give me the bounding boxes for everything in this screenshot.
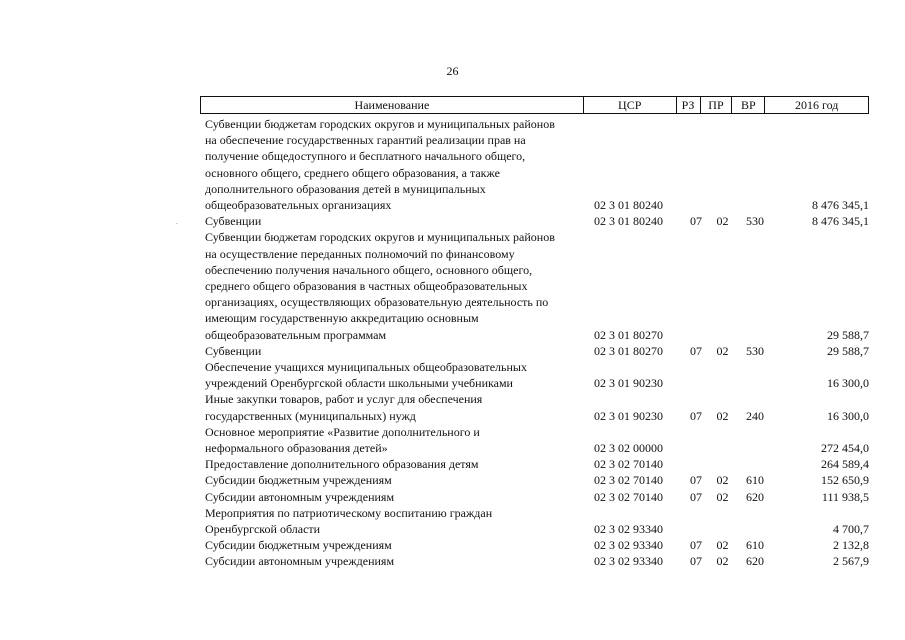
row-csr: 02 3 01 80240 [594,214,663,229]
row-name-line: основного общего, среднего общего образования, а также [205,165,500,180]
row-csr: 02 3 02 70140 [594,457,663,472]
row-amount: 272 454,0 [821,441,869,456]
row-amount: 264 589,4 [821,457,869,472]
header-pr: ПР [701,97,733,113]
table-row [205,359,869,391]
row-amount: 111 938,5 [821,489,869,504]
row-vr: 530 [746,214,764,229]
row-amount: 8 476 345,1 [812,214,869,229]
row-pr: 02 [716,408,729,423]
header-rz: РЗ [677,97,701,113]
row-rz: 07 [690,489,702,504]
row-csr: 02 3 02 93340 [594,554,663,569]
row-csr: 02 3 01 90230 [594,408,663,423]
row-vr: 610 [746,538,764,553]
table-row [205,553,869,569]
header-year: 2016 год [794,98,839,112]
row-amount: 29 588,7 [827,343,869,358]
row-name [205,553,588,569]
row-csr: 02 3 01 80240 [594,198,663,213]
row-vr: 240 [746,408,764,423]
row-csr: 02 3 02 70140 [594,473,663,488]
row-amount: 2 567,9 [833,554,869,569]
row-csr: 02 3 01 90230 [594,376,663,391]
row-name-line: общеобразовательным программам [205,327,387,342]
header-csr: ЦСР [584,97,677,113]
row-csr: 02 3 01 80270 [594,327,663,342]
row-name-line: Предоставление дополнительного образования детям [205,457,479,472]
row-rz: 07 [690,538,702,553]
row-pr: 02 [716,473,729,488]
row-name-line: государственных (муниципальных) нужд [205,408,416,423]
row-name-line: Обеспечение учащихся муниципальных общеобразовательных [205,360,527,375]
row-name-line: Субвенции бюджетам городских округов и муниципальных районов [205,230,555,245]
table-row [205,343,869,359]
row-vr: 620 [746,489,764,504]
row-csr: 02 3 02 93340 [594,522,663,537]
row-pr: 02 [716,554,729,569]
row-amount: 8 476 345,1 [812,198,869,213]
row-name-line: Субсидии бюджетным учреждениям [205,473,392,488]
row-name-line: Субвенции [205,214,262,229]
row-name-line: учреждений Оренбургской области школьными учебниками [205,376,513,391]
row-pr: 02 [716,538,729,553]
row-name-line: дополнительного образования детей в муниципальных [205,181,486,196]
table-row [205,116,869,213]
table-row [205,229,869,342]
row-pr: 02 [716,489,729,504]
row-name-line: организациях, осуществляющих образовательную деятельность по [205,295,549,310]
row-pr: 02 [716,214,729,229]
row-name [205,489,588,505]
row-csr: 02 3 02 93340 [594,538,663,553]
table-body [205,116,869,570]
table-row [205,456,869,472]
table-row [205,391,869,423]
row-name-line: Субвенции бюджетам городских округов и муниципальных районов [205,117,555,131]
row-amount: 152 650,9 [821,473,869,488]
page-number: 26 [446,64,459,78]
row-rz: 07 [690,554,702,569]
row-rz: 07 [690,214,702,229]
row-name-line: получение общедоступного и бесплатного начального общего, [205,149,526,164]
row-name [205,229,588,342]
row-name-line: на обеспечение государственных гарантий реализации прав на [205,133,526,148]
table-header [200,96,869,114]
row-name-line: Субсидии бюджетным учреждениям [205,538,392,553]
row-vr: 610 [746,473,764,488]
table-row [205,505,869,537]
table-row [205,424,869,456]
row-name-line: Субвенции [205,343,262,358]
row-vr: 530 [746,343,764,358]
row-name-line: Иные закупки товаров, работ и услуг для обеспечения [205,392,483,407]
row-name [205,343,588,359]
row-name-line: неформального образования детей» [205,441,388,456]
row-csr: 02 3 02 00000 [594,441,663,456]
row-name [205,213,588,229]
row-name [205,472,588,488]
row-name-line: Оренбургской области [205,522,321,537]
row-name-line: общеобразовательных организациях [205,198,392,213]
row-name-line: среднего общего образования в частных общеобразовательных [205,279,528,294]
row-name-line: Мероприятия по патриотическому воспитанию граждан [205,505,493,520]
stray-mark: . [176,218,178,226]
header-vr: ВР [732,97,765,113]
table-row [205,489,869,505]
row-amount: 29 588,7 [827,327,869,342]
row-rz: 07 [690,408,702,423]
table-row [205,537,869,553]
row-name-line: Основное мероприятие «Развитие дополнительного и [205,424,480,439]
row-name [205,456,588,472]
row-name [205,424,588,456]
table-row [205,213,869,229]
row-name-line: на осуществление переданных полномочий по финансовому [205,246,515,261]
row-name [205,505,588,537]
table-row [205,472,869,488]
row-vr: 620 [746,554,764,569]
row-amount: 16 300,0 [827,408,869,423]
header-name: Наименование [201,97,584,113]
row-amount: 16 300,0 [827,376,869,391]
row-name-line: Субсидии автономным учреждениям [205,489,395,504]
row-name-line: Субсидии автономным учреждениям [205,554,395,569]
row-pr: 02 [716,343,729,358]
row-amount: 4 700,7 [833,522,869,537]
row-name [205,537,588,553]
row-rz: 07 [690,343,702,358]
row-amount: 2 132,8 [833,538,869,553]
row-name [205,359,588,391]
row-name-line: имеющим государственную аккредитацию основным [205,311,479,326]
row-name-line: обеспечению получения начального общего, основного общего, [205,262,533,277]
row-rz: 07 [690,473,702,488]
row-name [205,116,588,213]
row-csr: 02 3 01 80270 [594,343,663,358]
row-name [205,391,588,423]
row-csr: 02 3 02 70140 [594,489,663,504]
